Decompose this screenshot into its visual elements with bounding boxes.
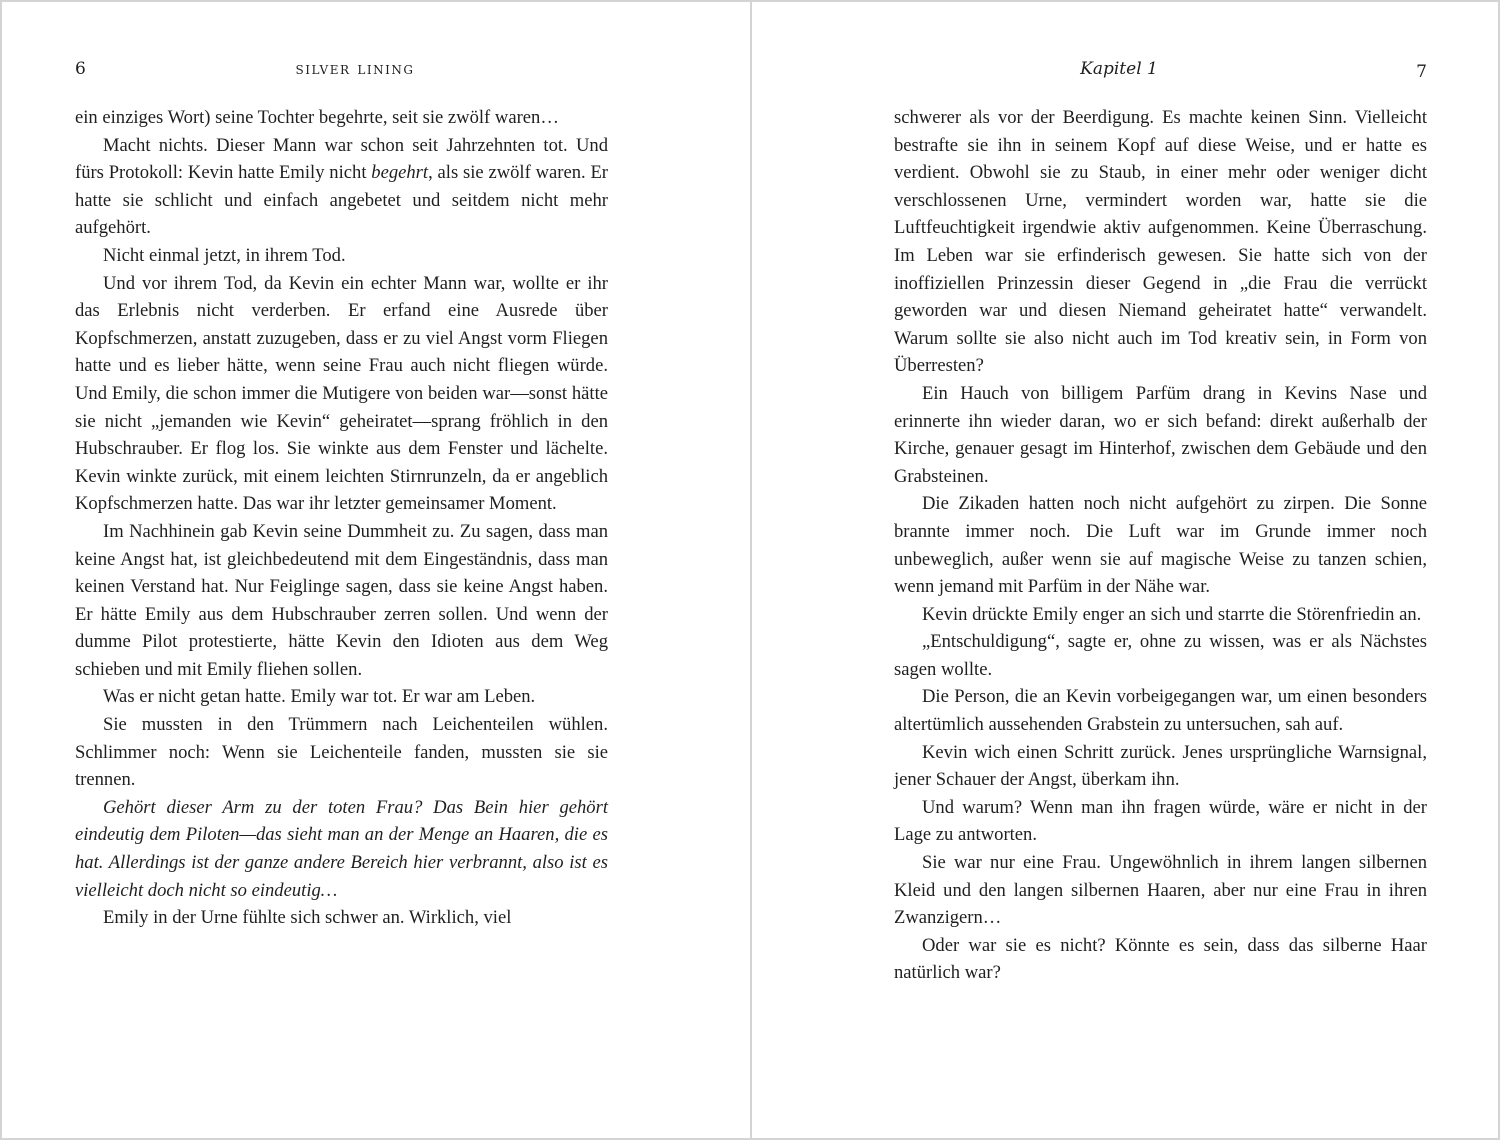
- paragraph: Was er nicht getan hatte. Emily war tot. Er war am Leben.: [103, 686, 536, 708]
- paragraph: Kevin drückte Emily enger an sich und starrte die Störenfriedin an.: [922, 603, 1422, 625]
- paragraph: Emily in der Urne fühlte sich schwer an. Wirklich, viel: [103, 907, 512, 929]
- right-page-header: [894, 56, 1427, 82]
- right-page-number: 7: [1416, 62, 1427, 82]
- paragraph-text: Und fürs Protokoll: Kevin hatte Emily nicht: [75, 134, 608, 184]
- paragraph: „Entschuldigung“, sagte er, ohne zu wissen, was er als Nächstes sagen wollte.: [894, 631, 1427, 680]
- paragraph-lead: Macht nichts. Dieser Mann war schon seit Jahrzehnten tot.: [103, 134, 568, 156]
- left-page-number: 6: [75, 59, 86, 79]
- paragraph: Kevin wich einen Schritt zurück. Jenes ursprüngliche Warnsignal, jener Schauer der Angst, überkam ihn.: [894, 741, 1427, 791]
- left-page-header: [75, 56, 608, 82]
- paragraph: Nicht einmal jetzt, in ihrem Tod.: [103, 244, 346, 266]
- paragraph-text: , als sie zwölf waren. Er hatte sie schlicht und einfach angebetet und seitdem nicht mehr aufgehört.: [75, 162, 608, 239]
- right-page-body: [894, 104, 1427, 987]
- running-header-chapter: Kapitel 1: [1080, 59, 1158, 79]
- paragraph: Die Zikaden hatten noch nicht aufgehört zu zirpen. Die Sonne brannte immer noch. Die Luft war im Grunde immer noch unbeweglich, außer wenn sie auf magische Weise zu tanzen schien, wenn jemand mit Parfüm in der Nähe war.: [894, 493, 1427, 598]
- paragraph: Und vor ihrem Tod, da Kevin ein echter Mann war, wollte er ihr das Erlebnis nicht verderben. Er erfand eine Ausrede über Kopfschmerzen, anstatt zuzugeben, dass er zu viel Angst vorm Fliegen hatte und es lieber hätte, wenn seine Frau auch nicht fliegen würde. Und Emily, die schon immer die Mutigere von beiden war—sonst hätte sie nicht „jemanden wie Kevin“ geheiratet—sprang fröhlich in den Hubschrauber. Er flog los. Sie winkte aus dem Fenster und lächelte. Kevin winkte zurück, mit einem leichten Stirnrunzeln, da er angeblich Kopfschmerzen hatte. Das war ihr letzter gemeinsamer Moment.: [75, 272, 608, 515]
- left-page: [2, 2, 748, 1138]
- paragraph: [75, 132, 608, 242]
- paragraph: Oder war sie es nicht? Könnte es sein, dass das silberne Haar natürlich war?: [894, 934, 1427, 984]
- paragraph: Im Nachhinein gab Kevin seine Dummheit zu. Zu sagen, dass man keine Angst hat, ist gleichbedeutend mit dem Eingeständnis, dass man keinen Verstand hat. Nur Feiglinge sagen, dass sie keine Angst haben. Er hätte Emily aus dem Hubschrauber zerren sollen. Und wenn der dumme Pilot protestierte, hätte Kevin den Idioten aus dem Weg schieben und mit Emily fliehen sollen.: [75, 520, 608, 680]
- paragraph: schwerer als vor der Beerdigung. Es machte keinen Sinn. Vielleicht bestrafte sie ihn in seinem Kopf auf diese Weise, und er hatte es verdient. Obwohl sie zu Staub, in einer mehr oder weniger dicht verschlossenen Urne, vermindert worden war, hatte sie die Luftfeuchtigkeit irgendwie aktiv aufgenommen. Keine Überraschung. Im Leben war sie erfinderisch gewesen. Sie hatte sich von der inoffiziellen Prinzessin dieser Gegend in „die Frau die verrückt geworden war und diesen Niemand geheiratet hatte“ verwandelt. Warum sollte sie also nicht auch im Tod kreativ sein, in Form von Überresten?: [894, 107, 1427, 377]
- running-header-title: silver lining: [295, 59, 415, 79]
- emphasis-text: begehrt: [371, 162, 429, 184]
- paragraph: Ein Hauch von billigem Parfüm drang in Kevins Nase und erinnerte ihn wieder daran, wo er sich befand: direkt außerhalb der Kirche, genauer gesagt im Hinterhof, zwischen dem Gebäude und den Grabsteinen.: [894, 382, 1427, 487]
- paragraph: Sie war nur eine Frau. Ungewöhnlich in ihrem langen silbernen Kleid und den langen silbernen Haaren, aber nur eine Frau in ihren Zwanzigern…: [894, 852, 1427, 929]
- italic-paragraph: Gehört dieser Arm zu der toten Frau? Das Bein hier gehört eindeutig dem Piloten—das sieht man an der Menge an Haaren, die es hat. Allerdings ist der ganze andere Bereich hier verbrannt, also ist es vielleicht doch nicht so eindeutig…: [75, 796, 608, 901]
- paragraph: Sie mussten in den Trümmern nach Leichenteilen wühlen. Schlimmer noch: Wenn sie Leichenteile fanden, mussten sie sie trennen.: [75, 714, 608, 791]
- paragraph: Die Person, die an Kevin vorbeigegangen war, um einen besonders altertümlich aussehenden Grabstein zu untersuchen, sah auf.: [894, 686, 1427, 736]
- paragraph: Und warum? Wenn man ihn fragen würde, wäre er nicht in der Lage zu antworten.: [894, 796, 1427, 846]
- paragraph: ein einziges Wort) seine Tochter begehrte, seit sie zwölf waren…: [75, 107, 559, 128]
- right-page: [752, 2, 1498, 1138]
- left-page-body: [75, 104, 608, 932]
